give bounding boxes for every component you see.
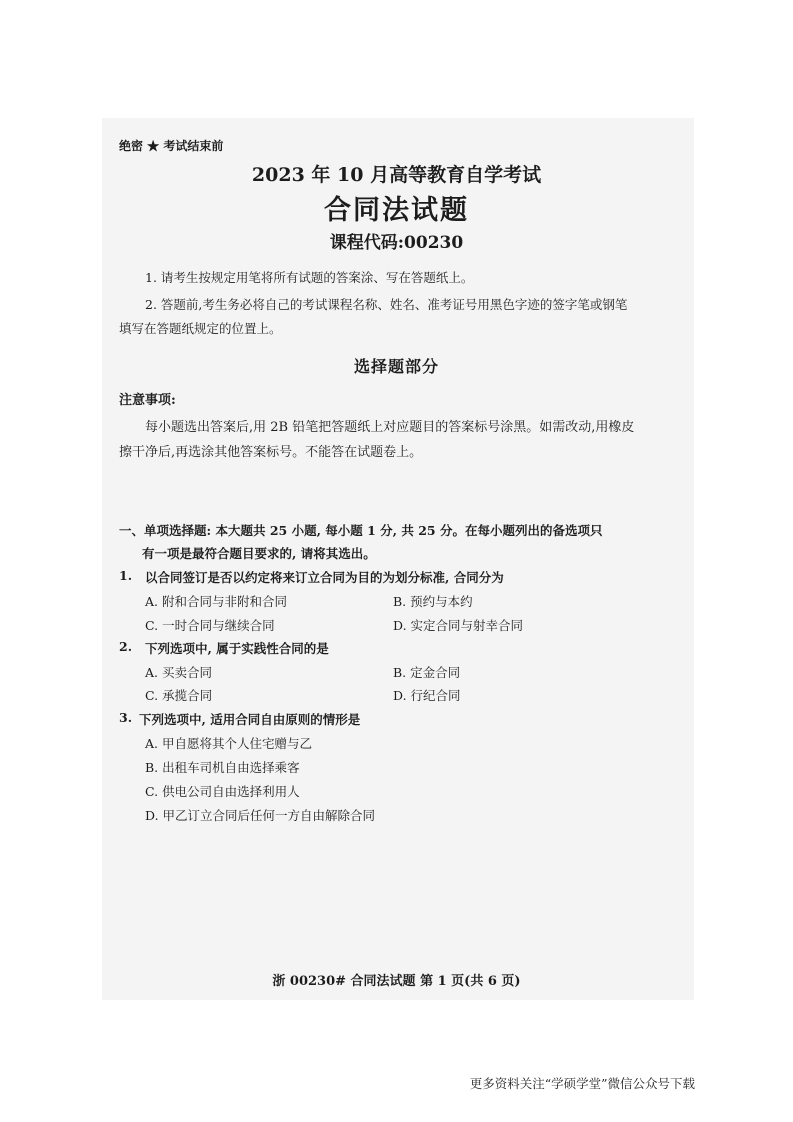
part1-heading-line1: 一、单项选择题: 本大题共 25 小题, 每小题 1 分, 共 25 分。在每小题列出的备选项只	[119, 523, 603, 538]
question-3-stem: 下列选项中, 适用合同自由原则的情形是	[139, 712, 361, 727]
confidential-label: 绝密 ★ 考试结束前	[119, 139, 224, 153]
question-2-option-d: D. 行纪合同	[393, 688, 461, 703]
question-1-number: 1.	[119, 568, 133, 583]
question-1-option-b: B. 预约与本约	[393, 594, 473, 609]
question-3-number: 3.	[119, 710, 133, 725]
section-title: 选择题部分	[353, 357, 439, 376]
question-2-option-a: A. 买卖合同	[145, 665, 212, 680]
question-1-stem: 以合同签订是否以约定将来订立合同为目的为划分标准, 合同分为	[145, 570, 504, 585]
part1-heading-line2: 有一项是最符合题目要求的, 请将其选出。	[142, 546, 376, 561]
question-2-option-b: B. 定金合同	[393, 665, 461, 680]
instruction-2-line2: 填写在答题纸规定的位置上。	[119, 321, 282, 336]
question-1-option-c: C. 一时合同与继续合同	[145, 618, 275, 633]
promo-text: 更多资料关注“学硕学堂”微信公众号下载	[469, 1076, 695, 1091]
question-3-option-c: C. 供电公司自由选择利用人	[145, 784, 300, 799]
instruction-2-line1: 2. 答题前,考生务必将自己的考试课程名称、姓名、准考证号用黑色字迹的签字笔或钢笔	[145, 297, 628, 312]
question-3-option-d: D. 甲乙订立合同后任何一方自由解除合同	[145, 808, 376, 823]
question-2-number: 2.	[119, 639, 133, 654]
notes-label: 注意事项:	[119, 393, 176, 408]
question-1-option-a: A. 附和合同与非附和合同	[145, 594, 287, 609]
notes-line1: 每小题选出答案后,用 2B 铅笔把答题纸上对应题目的答案标号涂黑。如需改动,用橡皮	[145, 420, 635, 435]
question-3-option-b: B. 出租车司机自由选择乘客	[145, 760, 300, 775]
course-code: 课程代码:00230	[329, 233, 464, 253]
question-1-option-d: D. 实定合同与射幸合同	[393, 618, 524, 633]
page-footer: 浙 00230# 合同法试题 第 1 页(共 6 页)	[272, 974, 521, 989]
exam-title: 2023 年 10 月高等教育自学考试	[251, 164, 542, 186]
instruction-1: 1. 请考生按规定用笔将所有试题的答案涂、写在答题纸上。	[145, 270, 474, 285]
notes-line2: 擦干净后,再选涂其他答案标号。不能答在试题卷上。	[119, 445, 423, 460]
subject-title: 合同法试题	[324, 195, 469, 226]
question-2-stem: 下列选项中, 属于实践性合同的是	[145, 641, 329, 656]
question-3-option-a: A. 甲自愿将其个人住宅赠与乙	[145, 736, 312, 751]
question-2-option-c: C. 承揽合同	[145, 688, 213, 703]
